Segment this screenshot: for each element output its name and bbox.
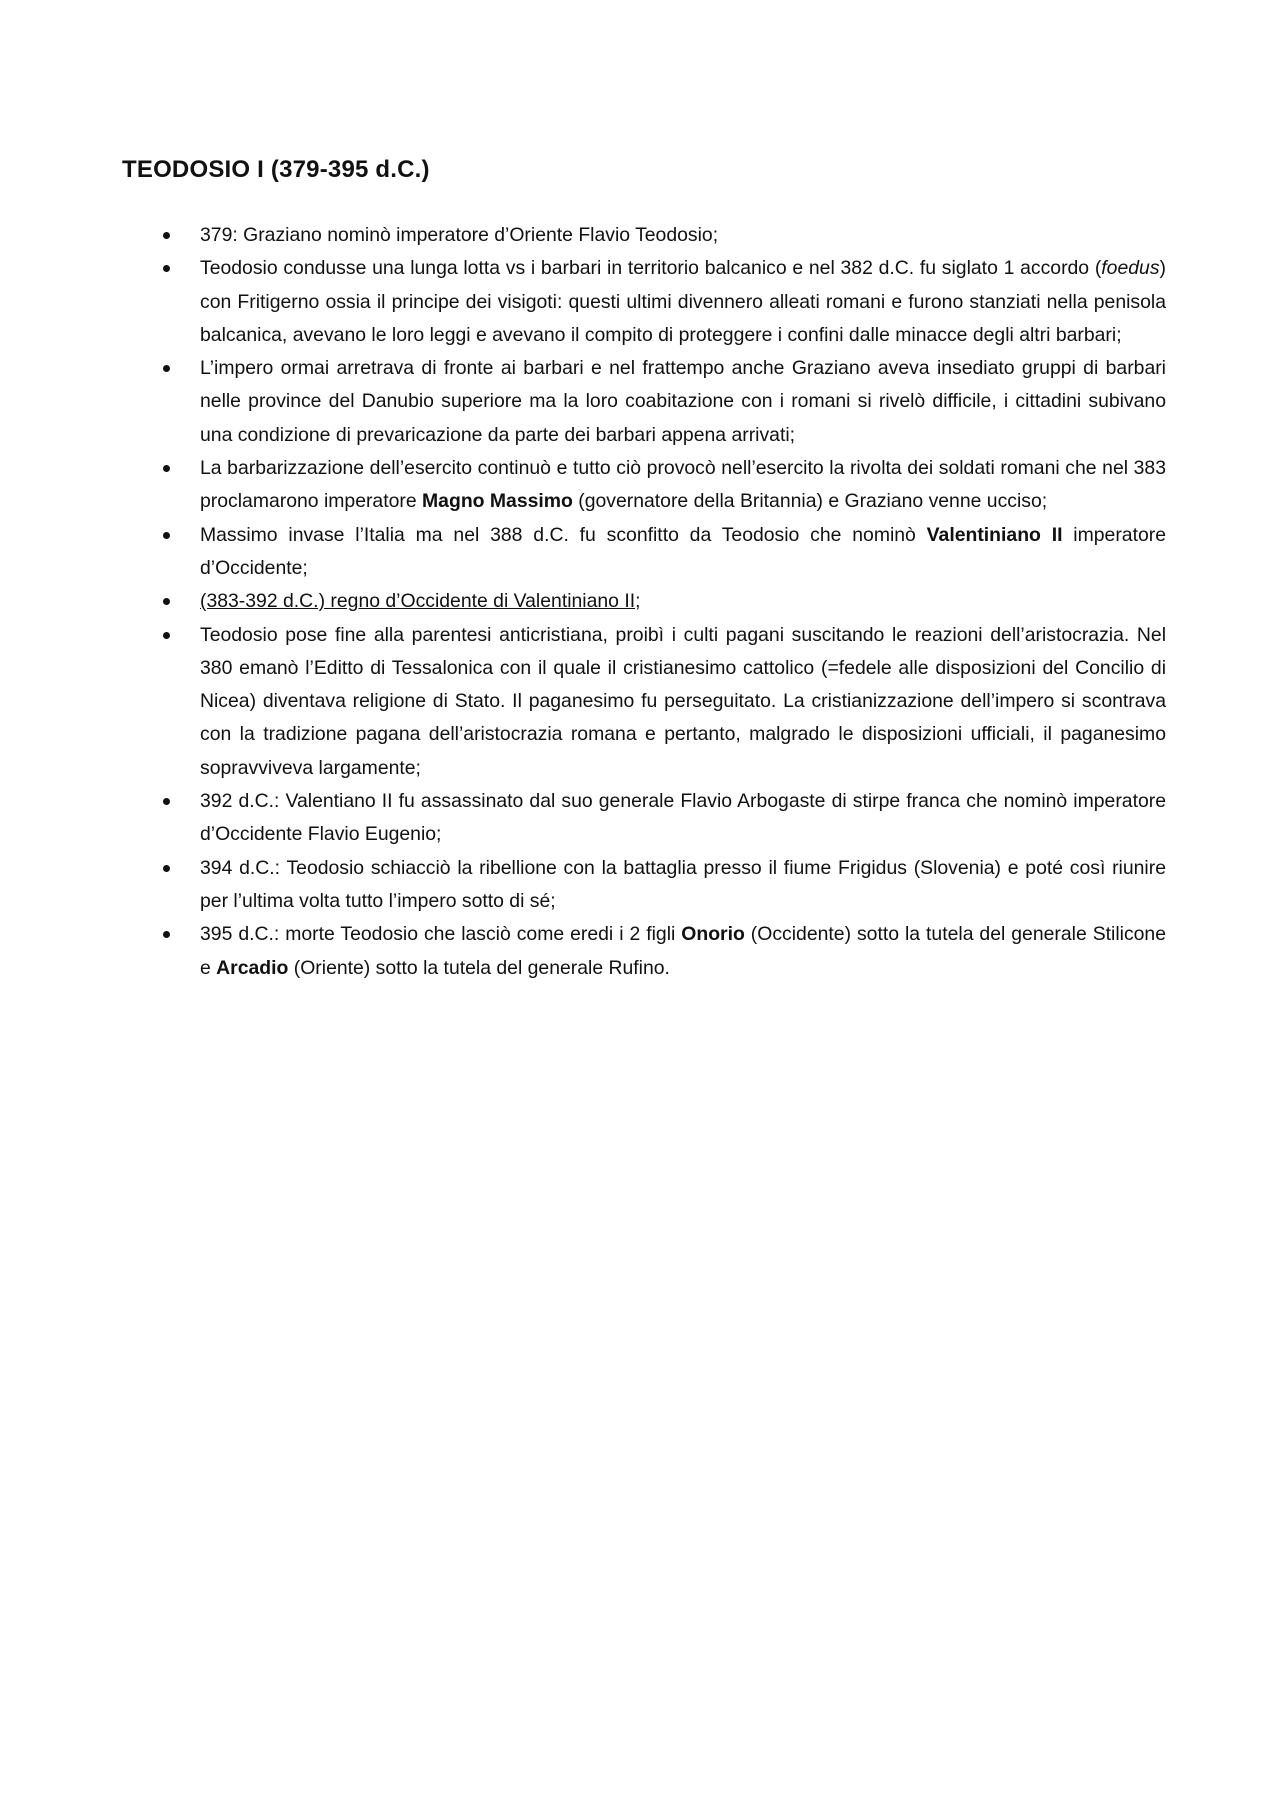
list-item (156, 219, 1166, 252)
item-text: (governatore della Britannia) e Graziano venne ucciso; (572, 490, 1048, 513)
item-text: imperatore d’Occidente; (200, 523, 1166, 579)
bullet-icon (163, 265, 170, 272)
item-text: 394 d.C.: Teodosio schiacciò la ribellione con la battaglia presso il fiume Frigidus (Slovenia) e poté così riunire per l’ultima volta tutto l’impero sotto di sé; (200, 856, 1166, 912)
item-text: (Oriente) sotto la tutela del generale Rufino. (288, 956, 670, 979)
bullet-icon (163, 931, 170, 938)
item-bold-text: Arcadio (216, 956, 289, 979)
item-text: Teodosio condusse una lunga lotta vs i barbari in territorio balcanico e nel 382 d.C. fu siglato 1 accordo ( (200, 257, 1102, 280)
list-item (156, 252, 1166, 352)
item-text: Teodosio pose fine alla parentesi anticristiana, proibì i culti pagani suscitando le reazioni dell’aristocrazia. Nel 380 emanò l’Editto di Tessalonica con il quale il cristianesimo cattolico (=fedele alle disposizioni del Concilio di Nicea) diventava religione di Stato. Il paganesimo fu perseguitato. La cristianizzazione dell’impero si scontrava con la tradizione pagana dell’aristocrazia romana e pertanto, malgrado le disposizioni ufficiali, il paganesimo sopravviveva largamente; (200, 623, 1166, 779)
bullet-icon (163, 365, 170, 372)
item-bold-text: Onorio (681, 923, 745, 946)
item-underlined-text: (383-392 d.C.) regno d’Occidente di Valentiniano II (200, 590, 636, 613)
list-item (156, 918, 1166, 985)
item-text: 392 d.C.: Valentiano II fu assassinato dal suo generale Flavio Arbogaste di stirpe franca che nominò imperatore d’Occidente Flavio Eugenio; (200, 790, 1166, 846)
item-text: L’impero ormai arretrava di fronte ai barbari e nel frattempo anche Graziano aveva insediato gruppi di barbari nelle province del Danubio superiore ma la loro coabitazione con i romani si rivelò difficile, i cittadini subivano una condizione di prevaricazione da parte dei barbari appena arrivati; (200, 357, 1166, 446)
bullet-icon (163, 465, 170, 472)
item-text: (Occidente) sotto la tutela del generale Stilicone e (200, 923, 1166, 979)
item-text: ; (635, 590, 641, 613)
item-text: La barbarizzazione dell’esercito continuò e tutto ciò provocò nell’esercito la rivolta dei soldati romani che nel 383 proclamarono imperatore (200, 457, 1166, 513)
bullet-icon (163, 865, 170, 872)
list-item (156, 785, 1166, 852)
list-item (156, 352, 1166, 452)
bullet-icon (163, 598, 170, 605)
bullet-icon (163, 632, 170, 639)
bullet-icon (163, 532, 170, 539)
bullet-icon (163, 798, 170, 805)
item-text: 395 d.C.: morte Teodosio che lasciò come eredi i 2 figli (200, 923, 682, 946)
bullet-icon (163, 232, 170, 239)
item-italic-text: foedus (1101, 257, 1160, 280)
item-text: Massimo invase l’Italia ma nel 388 d.C. fu sconfitto da Teodosio che nominò (200, 523, 927, 546)
list-item (156, 519, 1166, 586)
bullet-list (156, 219, 1166, 985)
document-title: TEODOSIO I (379-395 d.C.) (122, 156, 430, 183)
list-item (156, 452, 1166, 519)
list-item (156, 619, 1166, 785)
list-item (156, 585, 1166, 618)
item-bold-text: Magno Massimo (422, 490, 573, 513)
item-text: ) con Fritigerno ossia il principe dei visigoti: questi ultimi divennero alleati romani e furono stanziati nella penisola balcanica, avevano le loro leggi e avevano il compito di proteggere i confini dalle minacce degli altri barbari; (200, 257, 1166, 346)
list-item (156, 852, 1166, 919)
item-text: 379: Graziano nominò imperatore d’Oriente Flavio Teodosio; (200, 224, 719, 246)
item-bold-text: Valentiniano II (926, 523, 1063, 546)
